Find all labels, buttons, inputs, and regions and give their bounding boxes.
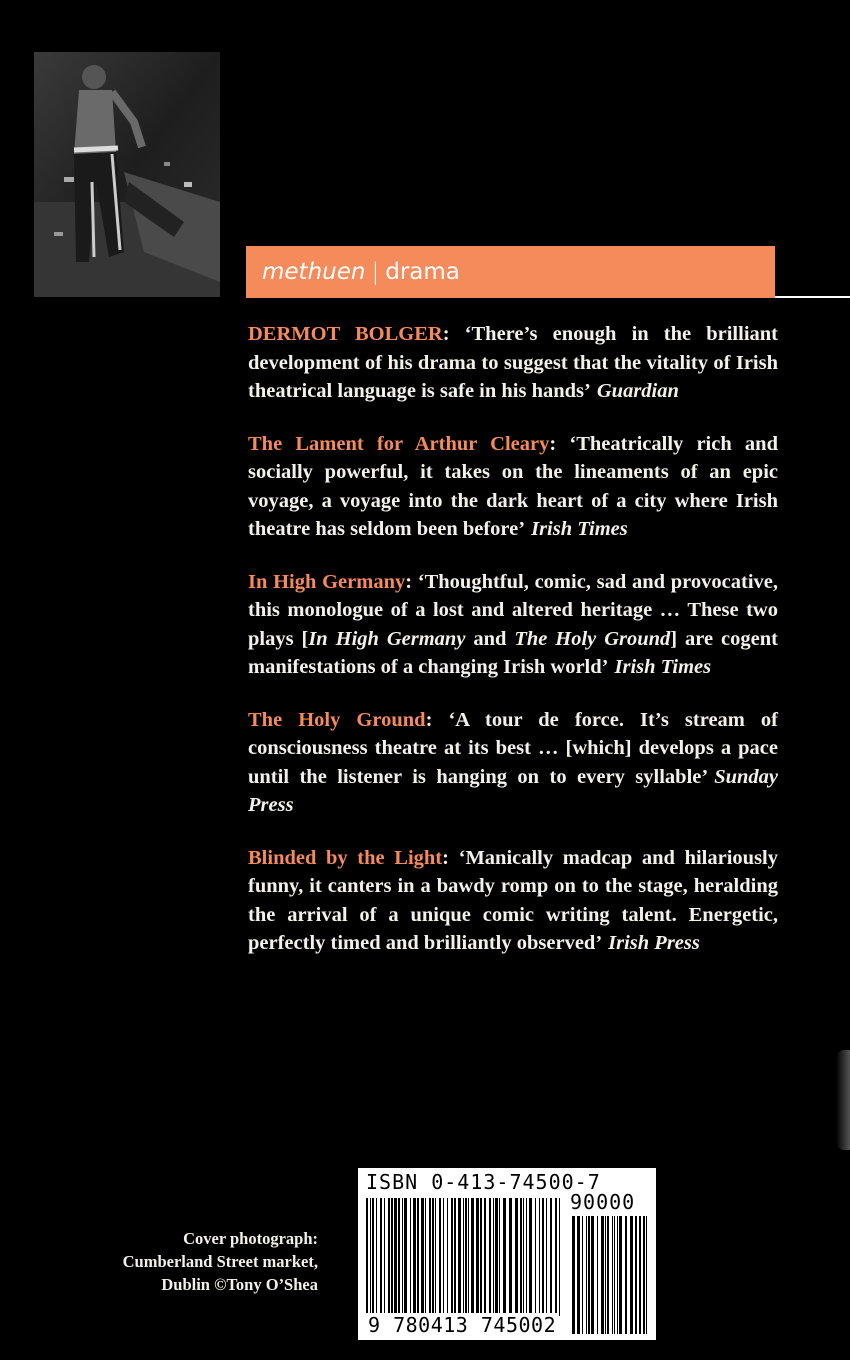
quote-text: : ‘Manically madcap and hilariously funny, it canters in a bawdy romp on to the stage, heralding the arrival of a unique comic writing talent. Energetic, perfectly timed and brilliantly observed’ (248, 846, 779, 954)
barcode-bar (542, 1198, 544, 1316)
quote-subject: Blinded by the Light (248, 846, 443, 869)
barcode-bar (439, 1198, 441, 1316)
barcode-bar (535, 1198, 536, 1316)
barcode-bar (429, 1198, 431, 1316)
quote-source: Irish Times (531, 518, 628, 540)
barcode-bar (499, 1198, 500, 1316)
credit-line: Dublin ©Tony O’Shea (161, 1275, 318, 1294)
barcode-bar (394, 1198, 397, 1316)
barcode-bar (635, 1216, 637, 1334)
barcode-bar (451, 1198, 453, 1316)
barcode-bar (582, 1216, 583, 1334)
quote-text: : ‘There’s enough in the brilliant development of his drama to suggest that the vitality of Irish theatrical language is safe in his hands’ (248, 323, 778, 402)
quote-text: : ‘Thoughtful, comic, sad and provocative, this monologue of a lost and altered heritage … These two plays [ (248, 570, 778, 650)
barcode-bar (614, 1216, 615, 1334)
barcode-bar (489, 1198, 491, 1316)
banner-rule (775, 296, 850, 298)
quote-lament-arthur-cleary (248, 430, 778, 544)
barcode-bar (619, 1216, 622, 1334)
publisher-name: methuen (262, 259, 366, 285)
barcode-bar (646, 1216, 647, 1334)
barcode-bar (503, 1198, 506, 1316)
quote-in-high-germany (248, 568, 778, 682)
barcode-bar (435, 1198, 436, 1316)
barcode-bar (366, 1198, 368, 1316)
quote-subject: The Lament for Arthur Cleary (248, 432, 550, 455)
barcode-bar (526, 1198, 527, 1316)
barcode-bar (612, 1216, 613, 1334)
barcode-bar (493, 1198, 494, 1316)
barcode-bar (617, 1216, 618, 1334)
quote-blinded-by-the-light (248, 844, 778, 958)
photo-credit (60, 1227, 318, 1296)
quote-play-title: The Holy Ground (514, 627, 671, 650)
quote-subject: DERMOT BOLGER (248, 323, 443, 345)
barcode-bar (372, 1198, 374, 1316)
barcode (358, 1168, 656, 1340)
credit-line: Cumberland Street market, (122, 1252, 318, 1271)
barcode-bar (586, 1216, 587, 1334)
barcode-bar (380, 1198, 382, 1316)
barcode-bar (484, 1198, 486, 1316)
barcode-bar (443, 1198, 444, 1316)
credit-line: Cover photograph: (183, 1229, 318, 1248)
barcode-bar (577, 1216, 580, 1334)
barcode-bar (398, 1198, 400, 1316)
quote-dermot-bolger (248, 320, 778, 406)
barcode-bar (550, 1198, 552, 1316)
barcode-bar (555, 1198, 557, 1316)
page-edge-highlight (836, 1050, 850, 1150)
quote-holy-ground (248, 706, 778, 820)
barcode-bar (591, 1216, 594, 1334)
barcode-bar (495, 1198, 498, 1316)
barcode-bar (384, 1198, 385, 1316)
isbn-number: ISBN 0-413-74500-7 (366, 1170, 601, 1194)
barcode-bar (402, 1198, 403, 1316)
barcode-bar (413, 1198, 416, 1316)
barcode-bar (480, 1198, 482, 1316)
publisher-banner (246, 246, 775, 298)
barcode-bar (376, 1198, 377, 1316)
barcode-bar (601, 1216, 604, 1334)
quote-source: Irish Press (608, 932, 700, 954)
barcode-bar (546, 1198, 547, 1316)
quote-subject: The Holy Ground (248, 708, 426, 731)
review-quotes (248, 320, 778, 982)
quote-text: : ‘Theatrically rich and socially powerful, it takes on the lineaments of an epic voyage, a voyage into the dark heart of a city where Irish theatre has seldom been before’ (248, 432, 778, 540)
publisher-imprint: drama (385, 259, 460, 285)
barcode-bar (539, 1198, 540, 1316)
cover-photograph (34, 52, 220, 297)
barcode-bar (410, 1198, 411, 1316)
barcode-bar (515, 1198, 518, 1316)
barcode-bar (471, 1198, 474, 1316)
quote-play-title: In High Germany (308, 627, 466, 650)
barcode-bar (643, 1216, 645, 1334)
barcode-bar (391, 1198, 393, 1316)
barcode-bar (465, 1198, 467, 1316)
barcode-bar (404, 1198, 407, 1316)
ean-number: 9 780413 745002 (368, 1313, 557, 1337)
barcode-bar (417, 1198, 419, 1316)
barcode-addon-number: 90000 (570, 1190, 636, 1214)
barcode-bar (523, 1198, 524, 1316)
barcode-bars (366, 1198, 566, 1316)
barcode-bar (458, 1198, 461, 1316)
barcode-bar (388, 1198, 390, 1316)
barcode-bar (463, 1198, 464, 1316)
barcode-bar (468, 1198, 469, 1316)
barcode-bar (625, 1216, 627, 1334)
barcode-bar (476, 1198, 479, 1316)
barcode-bar (447, 1198, 448, 1316)
barcode-bar (572, 1216, 575, 1334)
barcode-bar (432, 1198, 434, 1316)
quote-text: : ‘A tour de force. It’s stream of consciousness theatre at its best … [which] develops a pace until the listener is hanging on to every syllable’ (248, 708, 778, 788)
quote-source: Guardian (596, 380, 679, 402)
quote-text: and (465, 627, 515, 650)
barcode-bar (454, 1198, 456, 1316)
barcode-bar (588, 1216, 590, 1334)
quote-subject: In High Germany (248, 570, 406, 593)
barcode-bar (630, 1216, 633, 1334)
quote-text: ] are cogent manifestations of a changing Irish world’ (248, 627, 778, 678)
quote-source: Irish Times (614, 656, 712, 678)
barcode-bar (597, 1216, 598, 1334)
barcode-bar (370, 1198, 371, 1316)
barcode-bar (529, 1198, 532, 1316)
barcode-bar (605, 1216, 606, 1334)
barcode-bar (639, 1216, 641, 1334)
barcode-addon-bars (572, 1216, 650, 1334)
banner-separator: | (371, 259, 380, 285)
barcode-bar (607, 1216, 609, 1334)
barcode-bar (425, 1198, 426, 1316)
barcode-bar (509, 1198, 512, 1316)
barcode-bar (421, 1198, 424, 1316)
quote-source: Sunday Press (248, 765, 778, 816)
barcode-bar (520, 1198, 522, 1316)
barcode-bar (559, 1198, 560, 1316)
